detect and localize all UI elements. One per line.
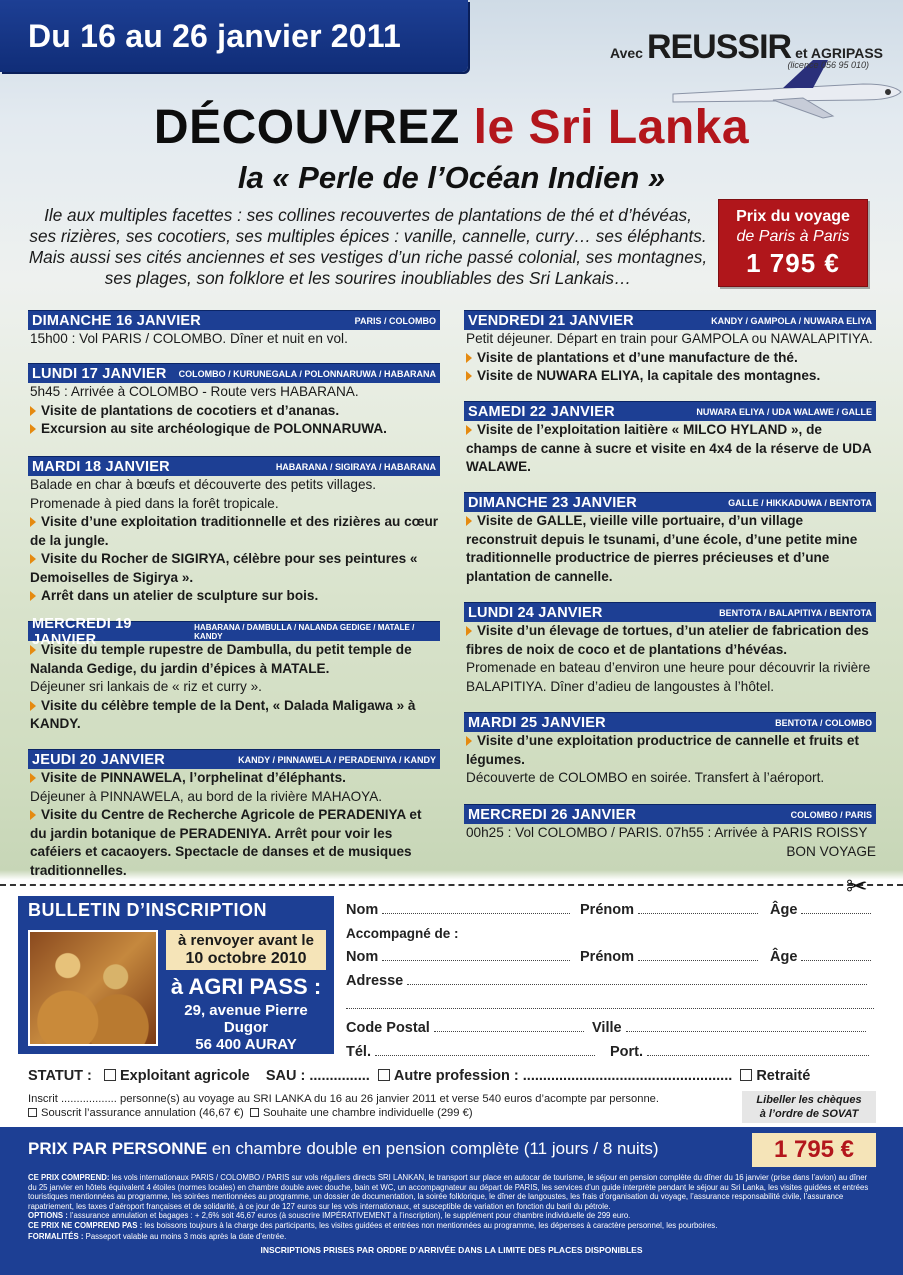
day-25: MARDI 25 JANVIER BENTOTA / COLOMBO Visite d’une exploitation productrice de cannelle et fruits et légumes. Découverte de COLOMBO en soirée. Transfert à l’aéroport.: [464, 712, 876, 788]
day-18: MARDI 18 JANVIER HABARANA / SIGIRAYA / HABARANA Balade en char à bœufs et découverte des petits villages. Promenade à pied dans la forêt tropicale. Visite d’une exploitation traditionnelle et des rizières au cœur de la jungle. Visite du Rocher de SIGIRYA, célèbre pour ses peintures « Demoiselles de Sigirya ». Arrêt dans un atelier de sculpture sur bois.: [28, 456, 440, 606]
nom-field-2[interactable]: Nom: [346, 949, 570, 965]
reussir-logo: REUSSIR: [646, 28, 792, 66]
chambre-individuelle-checkbox[interactable]: [250, 1108, 259, 1117]
organizer-credit: Avec REUSSIR et AGRIPASS: [610, 28, 883, 66]
trip-price-box: Prix du voyage de Paris à Paris 1 795 €: [718, 199, 868, 287]
page-subtitle: la « Perle de l’Océan Indien »: [237, 160, 666, 195]
day-21: VENDREDI 21 JANVIER KANDY / GAMPOLA / NUWARA ELIYA Petit déjeuner. Départ en train pour GAMPOLA ou NAWALAPITIYA. Visite de plantations et d’une manufacture de thé. Visite de NUWARA ELIYA, la capitale des montagnes.: [464, 310, 876, 386]
code-postal-field[interactable]: Code Postal: [346, 1020, 584, 1036]
scissors-icon: ✂: [846, 871, 868, 901]
assurance-checkbox[interactable]: [28, 1108, 37, 1117]
retraite-checkbox[interactable]: [740, 1069, 752, 1081]
bulletin-box: BULLETIN D’INSCRIPTION à renvoyer avant le 10 octobre 2010 à AGRI PASS : 29, avenue Pierre Dugor 56 400 AURAY Tél. 02 97 24 17 24: [18, 896, 334, 1054]
day-19: MERCREDI 19 JANVIER HABARANA / DAMBULLA / NALANDA GEDIGE / MATALE / KANDY Visite du temple rupestre de Dambulla, du petit temple de Nalanda Gedige, du jardin d’épices à MATALE. Déjeuner sri lankais de « riz et curry ». Visite du célèbre temple de la Dent, « Dalada Maligawa » à KANDY.: [28, 621, 440, 734]
price-bar: [0, 1127, 903, 1275]
autre-profession-checkbox[interactable]: [378, 1069, 390, 1081]
autre-profession-field[interactable]: ....................................................: [522, 1068, 733, 1084]
licence-number: (licence 056 95 010): [787, 60, 869, 70]
cheque-note: Libeller les chèques à l’ordre de SOVAT: [742, 1091, 876, 1123]
day-20: JEUDI 20 JANVIER KANDY / PINNAWELA / PERADENIYA / KANDY Visite de PINNAWELA, l’orphelinat d’éléphants. Déjeuner à PINNAWELA, au bord de la rivière MAHAOYA. Visite du Centre de Recherche Agricole de PERADENIYA et du jardin botanique de PERADENIYA. Arrêt pour voir les caféiers et cacaoyers. Spectacle de danses et de musiques traditionnelles.: [28, 749, 440, 880]
adresse-field[interactable]: Adresse: [346, 973, 867, 989]
ville-field[interactable]: Ville: [592, 1020, 866, 1036]
sau-field[interactable]: ...............: [309, 1068, 370, 1084]
day-26: MERCREDI 26 JANVIER COLOMBO / PARIS 00h25 : Vol COLOMBO / PARIS. 07h55 : Arrivée à PARIS ROISSY BON VOYAGE: [464, 804, 876, 861]
date-range: Du 16 au 26 janvier 2011: [28, 18, 402, 54]
price-options: OPTIONS : l’assurance annulation et bagages : + 2,6% soit 46,67 euros (à souscrire IMPÉRATIVEMENT à l’inscription), le supplément pour chambre individuelle de 299 euro.: [28, 1211, 631, 1220]
day-23: DIMANCHE 23 JANVIER GALLE / HIKKADUWA / BENTOTA Visite de GALLE, vieille ville portuaire, d’un village reconstruit depuis le tsunami, d’une école, d’une petite mine traditionnelle productrice de pierres précieuses et d’une plantation de cannelle.: [464, 492, 876, 586]
bon-voyage: BON VOYAGE: [786, 843, 876, 859]
day-24: LUNDI 24 JANVIER BENTOTA / BALAPITIYA / BENTOTA Visite d’un élevage de tortues, d’un atelier de fabrication des fibres de noix de coco et de plantations d’hévéas. Promenade en bateau d’environ une heure pour découvrir la rivière BALAPITIYA. Dîner d’adieu de langoustes à l’hôtel.: [464, 602, 876, 696]
day-16: DIMANCHE 16 JANVIER PARIS / COLOMBO 15h00 : Vol PARIS / COLOMBO. Dîner et nuit en vol.: [28, 310, 440, 349]
statut-row: STATUT : Exploitant agricole SAU : ............... Autre profession : .................................................... Retraité: [28, 1068, 811, 1084]
day-17: LUNDI 17 JANVIER COLOMBO / KURUNEGALA / POLONNARUWA / HABARANA 5h45 : Arrivée à COLOMBO - Route vers HABARANA. Visite de plantations de cocotiers et d’ananas. Excursion au site archéologique de POLONNARUWA.: [28, 363, 440, 439]
accompagne-label: Accompagné de :: [346, 926, 459, 941]
port-field[interactable]: Port.: [610, 1044, 869, 1060]
formalites: FORMALITÉS : Passeport valable au moins 3 mois après la date d’entrée.: [28, 1232, 287, 1241]
age-field-2[interactable]: Âge: [770, 949, 871, 965]
tel-field[interactable]: Tél.: [346, 1044, 595, 1060]
age-field[interactable]: Âge: [770, 902, 871, 918]
exploitant-checkbox[interactable]: [104, 1069, 116, 1081]
price-excludes: CE PRIX NE COMPREND PAS : les boissons toujours à la charge des participants, les visites guidées et entrées non mentionnées au programme, les dépenses à caractère personnel, les pourboires.: [28, 1221, 718, 1230]
footer-note: INSCRIPTIONS PRISES PAR ORDRE D’ARRIVÉE DANS LA LIMITE DES PLACES DISPONIBLES: [260, 1245, 643, 1255]
day-22: SAMEDI 22 JANVIER NUWARA ELIYA / UDA WALAWE / GALLE Visite de l’exploitation laitière « MILCO HYLAND », de champs de canne à sucre et visite en 4x4 de la réserve de UDA WALAWE.: [464, 401, 876, 477]
cut-line: [0, 884, 903, 886]
intro-text: Ile aux multiples facettes : ses collines recouvertes de plantations de thé et d’hévéas, ses rizières, ses cocotiers, ses multiples épices : vanille, cannelle, curry… ses éléphants. Mais aussi ses cités anciennes et ses vestiges d’un riche passé colonial, ses montagnes, ses plages, son folklore et les sourires inoubliables des Sri Lankais…: [28, 205, 708, 288]
nom-field[interactable]: Nom: [346, 902, 570, 918]
price-label: PRIX PAR PERSONNE en chambre double en pension complète (11 jours / 8 nuits): [28, 1139, 659, 1158]
prenom-field-2[interactable]: Prénom: [580, 949, 758, 965]
page-title: DÉCOUVREZ le Sri Lanka: [153, 101, 750, 154]
prenom-field[interactable]: Prénom: [580, 902, 758, 918]
return-address: à AGRI PASS : 29, avenue Pierre Dugor 56 400 AURAY Tél. 02 97 24 17 24: [170, 974, 322, 1070]
price-includes: CE PRIX COMPREND: les vols internationaux PARIS / COLOMBO / PARIS sur vols réguliers directs SRI LANKAN, le transport sur place en autocar de tourisme, le séjour en pension complète du dîner du 16 janvier (prise dans l’avion) au dîner du 25 janvier en hôtels équivalent 4 étoiles (normes locales) en chambre double avec douche, bain et WC, un accompagnateur au départ de PARIS, les services d’un guide interprète pendant le séjour au Sri Lanka, les visites guidées et entrées touristiques mentionnées au programme, les soirées mentionnées au programme, un dossier de documentation, la soirée folklorique, le dîner de langoustes, les frais d’organisation du voyage, l’assurance responsabilité civile, l’assurance rapatriement, les taxes d’aéroport françaises et de solidarité, à ce jour de 127 euros sur les vols internationaux, et susceptible de variation en fonction du baril du pétrole.: [28, 1173, 869, 1211]
date-banner: [0, 0, 468, 72]
price-per-person: 1 795 €: [752, 1133, 876, 1167]
inscription-text: Inscrit .................. personne(s) au voyage au SRI LANKA du 16 au 26 janvier 2011 et verse 540 euros d’acompte par personne. Souscrit l’assurance annulation (46,67 €) Souhaite une chambre individuelle (299 €): [28, 1093, 659, 1119]
adresse-field-2[interactable]: [346, 997, 874, 1013]
deadline-box: à renvoyer avant le 10 octobre 2010: [166, 930, 326, 970]
sigiriya-painting-image: [28, 930, 158, 1046]
